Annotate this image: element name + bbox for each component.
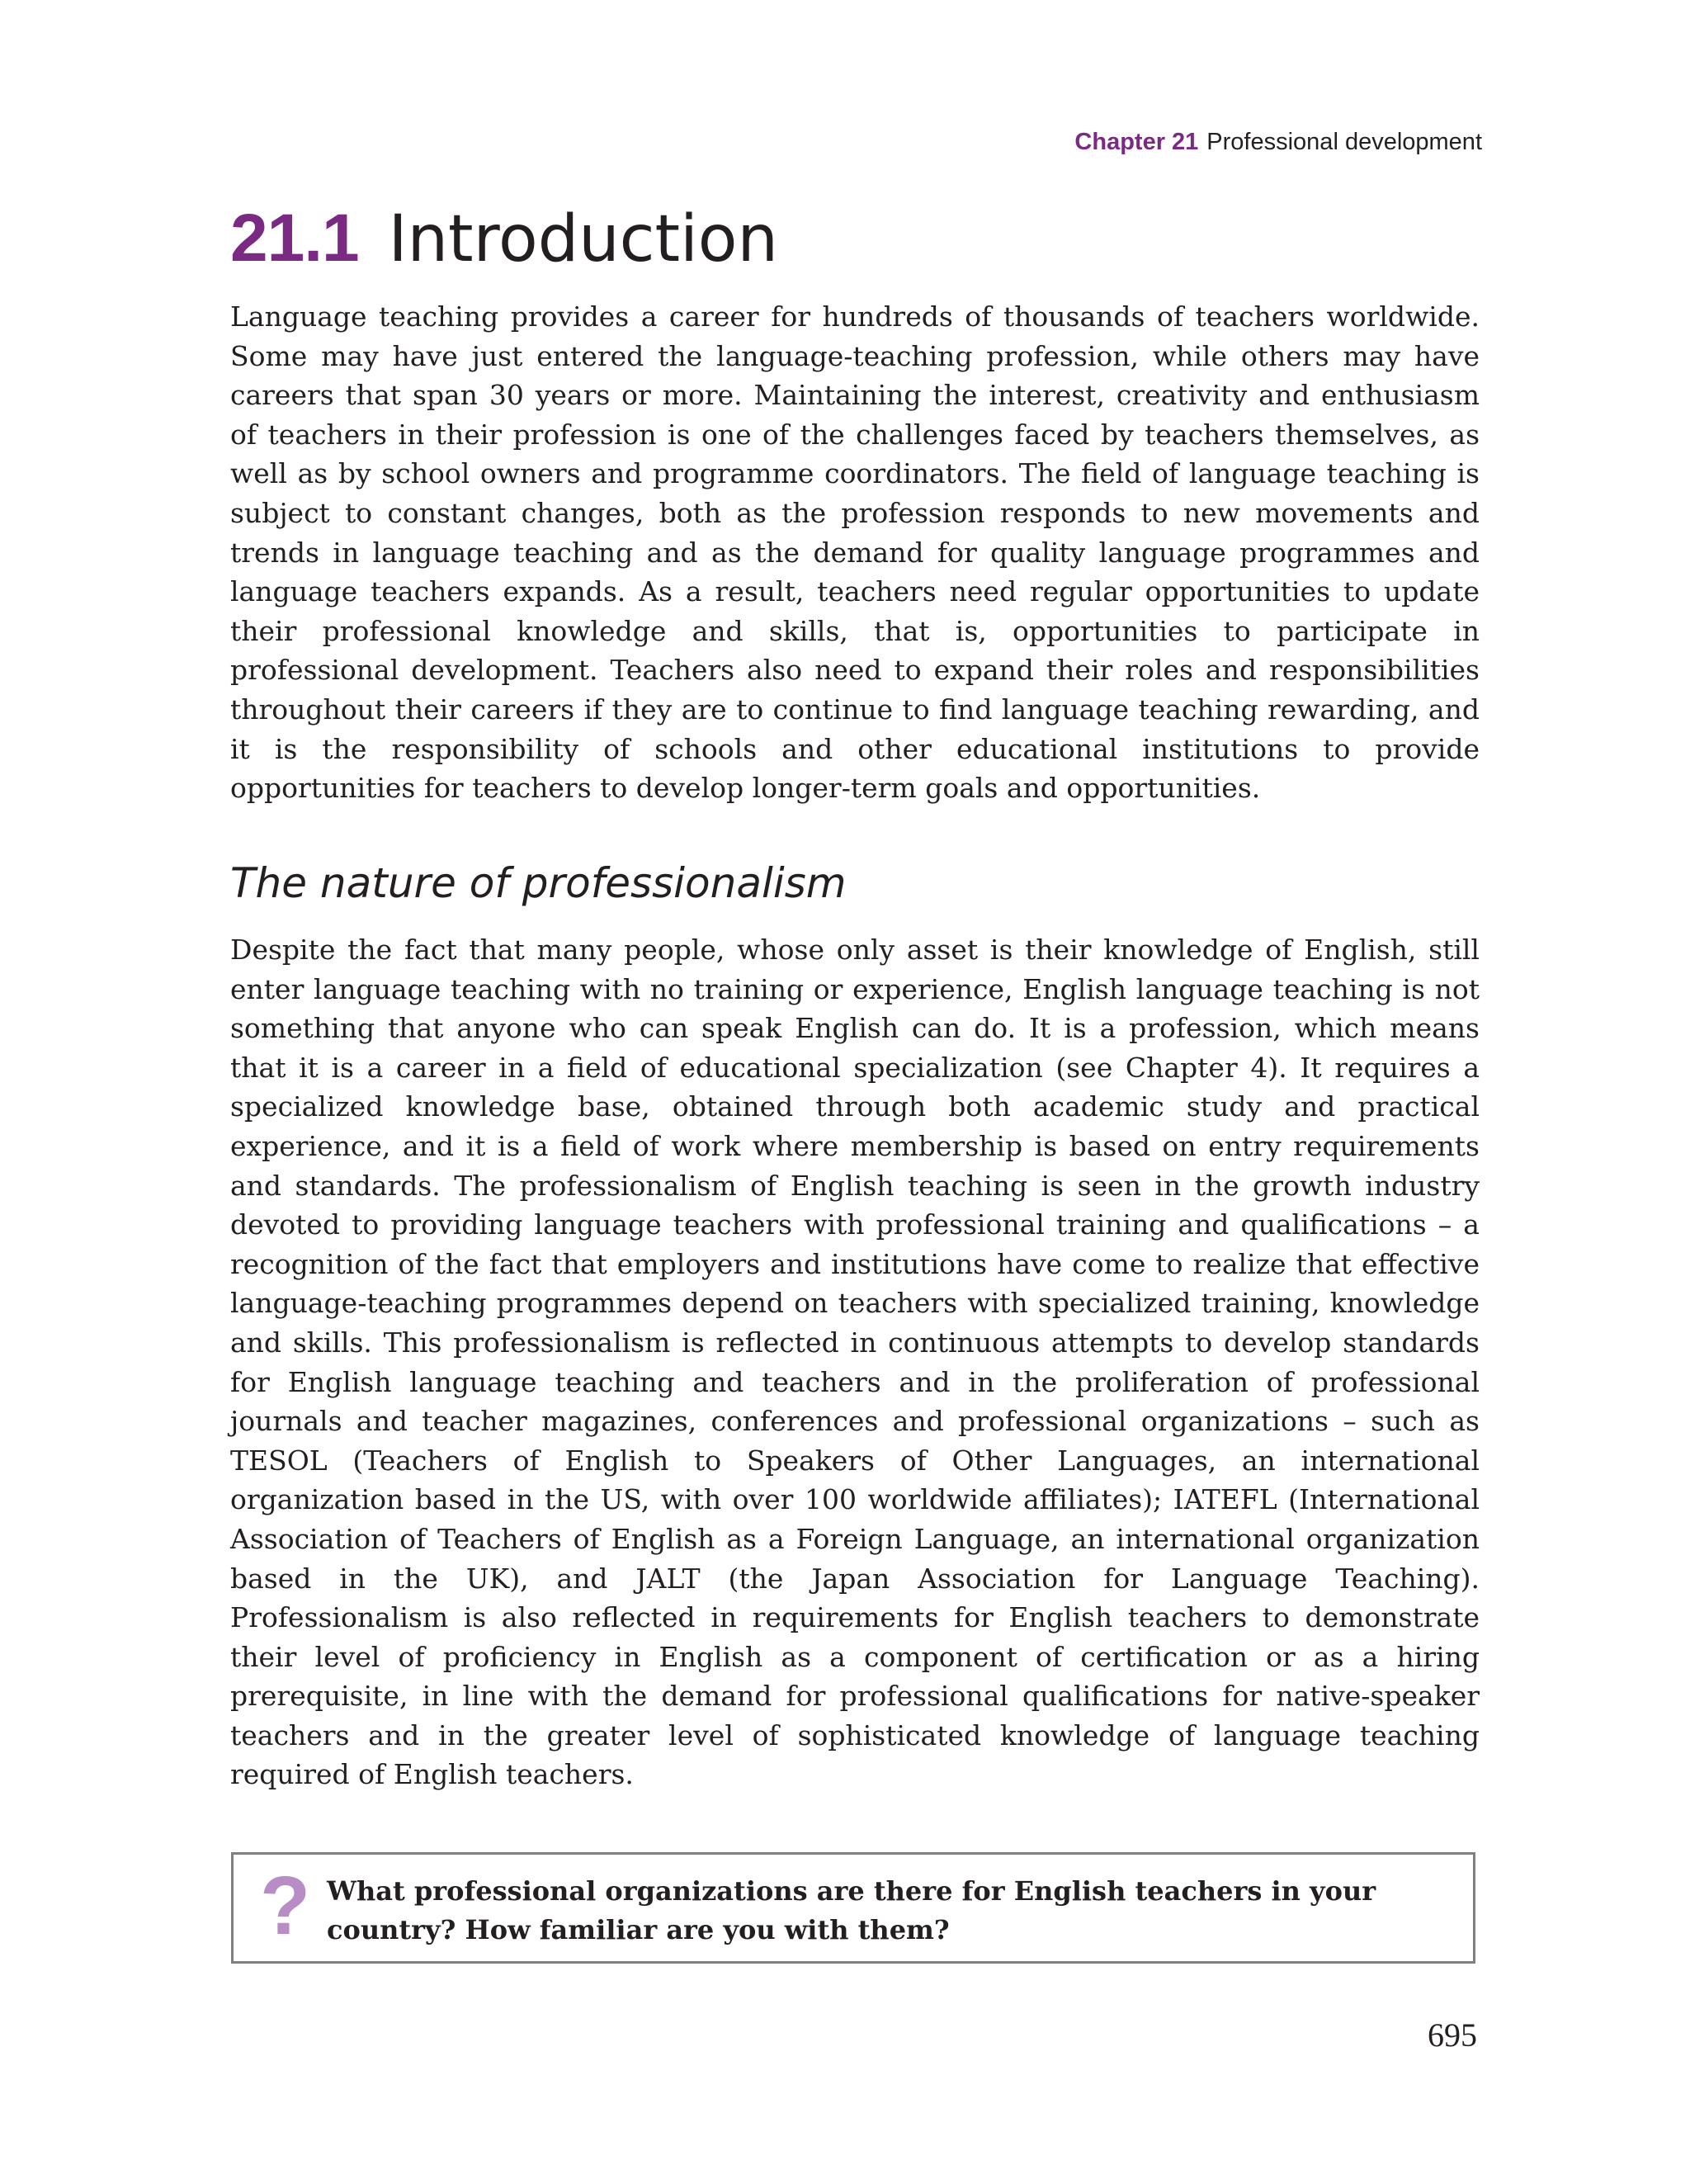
- section-heading: [230, 201, 778, 277]
- subheading: The nature of professionalism: [230, 859, 847, 907]
- section-number: 21.1: [230, 201, 359, 276]
- section-title: Introduction: [388, 202, 778, 277]
- running-head-chapter: Chapter 21: [1074, 129, 1199, 155]
- running-head-title: Professional development: [1206, 129, 1482, 155]
- intro-paragraph: Language teaching provides a career for hundreds of thousands of teachers worldwide. Some may have just entered the language-teaching profession, while others may have careers that span 30 years or more. Maintaining the interest, creativity and enthusiasm of teachers in their profession is one of the challenges faced by teachers themselves, as well as by school owners and programme coordinators. The field of language teaching is subject to constant changes, both as the profession responds to new movements and trends in language teaching and as the demand for quality language programmes and language teachers expands. As a result, teachers need regular opportunities to update their professional knowledge and skills, that is, opportunities to participate in professional development. Teachers also need to expand their roles and responsibilities throughout their careers if they are to continue to find language teaching rewarding, and it is the responsibility of schools and other educational institutions to provide opportunities for teachers to develop longer-term goals and opportunities.: [230, 300, 1480, 805]
- question-text: What professional organizations are there for English teachers in your country? How familiar are you with them?: [327, 1875, 1376, 1945]
- question-mark-icon: ?: [260, 1860, 311, 1952]
- page-number: 695: [1428, 2016, 1477, 2054]
- professionalism-paragraph: Despite the fact that many people, whose only asset is their knowledge of English, still enter language teaching with no training or experience, English language teaching is not something that anyone who can speak English can do. It is a profession, which means that it is a career in a field of educational specialization (see Chapter 4). It requires a specialized knowledge base, obtained through both academic study and practical experience, and it is a field of work where membership is based on entry requirements and standards. The professionalism of English teaching is seen in the growth industry devoted to providing language teachers with professional training and qualifications – a recognition of the fact that employers and institutions have come to realize that effective language-teaching programmes depend on teachers with specialized training, knowledge and skills. This professionalism is reflected in continuous attempts to develop standards for English language teaching and teachers and in the proliferation of professional journals and teacher magazines, conferences and professional organizations – such as TESOL (Teachers of English to Speakers of Other Languages, an international organization based in the US, with over 100 worldwide affiliates); IATEFL (International Association of Teachers of English as a Foreign Language, an international organization based in the UK), and JALT (the Japan Association for Language Teaching). Professionalism is also reflected in requirements for English teachers to demonstrate their level of proficiency in English as a component of certification or as a hiring prerequisite, in line with the demand for professional qualifications for native-speaker teachers and in the greater level of sophisticated knowledge of language teaching required of English teachers.: [230, 934, 1480, 1791]
- reflection-question-box: [231, 1852, 1475, 1964]
- running-head: [1074, 129, 1482, 156]
